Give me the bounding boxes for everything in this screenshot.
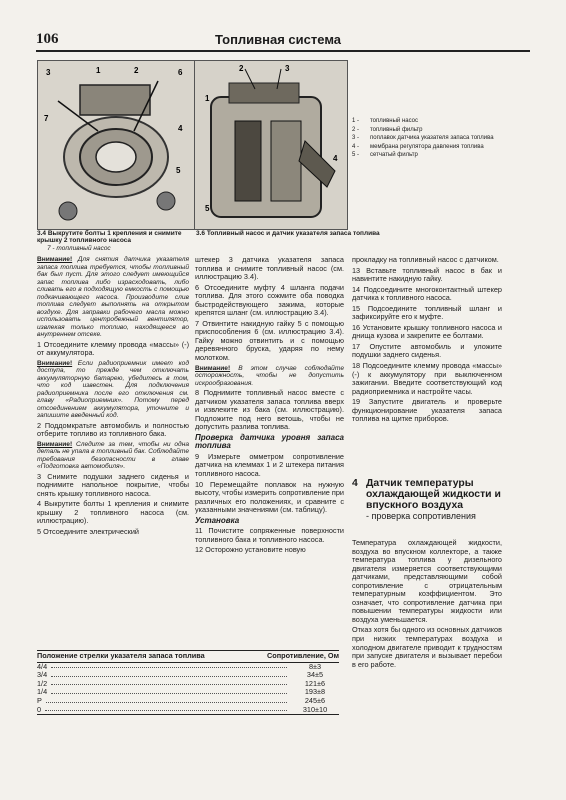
svg-text:5: 5	[176, 166, 181, 175]
paragraph: 5 Отсоедините электрический	[37, 526, 139, 536]
page-number: 106	[36, 31, 59, 47]
legend-item: 2 - топливный фильтр	[352, 126, 423, 133]
paragraph: 9 Измерьте омметром сопротивление датчика на клеммах 1 и 2 штекера питания топливного насоса.	[195, 451, 344, 478]
paragraph: 19 Запустите двигатель и проверьте функционирование указателя запаса топлива на щитке приборов.	[352, 397, 502, 424]
paragraph: 2 Поддомкратьте автомобиль и полностью отберите топливо из топливного бака.	[37, 420, 189, 439]
warning-note: Внимание! Если радиоприемник имеет код доступа, то прежде чем отключать аккумуляторную батарею, убедитесь в том, что код известен. Для подключения радиоприемника после его отключения см. главу «Радиоприемник». Потому перед отсоединением аккумулятора, уточните и запишите введенный код.	[37, 359, 189, 420]
paragraph: 8 Поднимите топливный насос вместе с датчиком указателя запаса топлива вверх и извлеките из бака (см. иллюстрацию). Подложите под него ветошь, чтобы не допустить разлива топлива.	[195, 388, 344, 432]
text-column-2	[195, 256, 344, 557]
svg-text:5: 5	[205, 204, 210, 213]
svg-text:4: 4	[178, 124, 183, 133]
warning-note: Внимание! Для снятия датчика указателя запаса топлива требуется, чтобы топливный бак был пуст. Для этого следует имеющийся запас топлива либо израсходовать, либо сливать его в подходящую емкость с помощью подкачивающего насоса. Производите слив топлива следует выполнять на открытом воздухе. Для заправки рабочего масла можно использовать центробежный вентилятор, извлекая только топливо, находящееся во внутреннем отсеке.	[37, 256, 189, 338]
paragraph: Отказ хотя бы одного из основных датчиков при низких температурах воздуха и холодном двигателе приводит к трудностям при запуске двигателя и вызывает перебои в его работе.	[352, 625, 502, 669]
table-row: Р 245±6	[37, 695, 326, 705]
legend-item: 3 - поплавок датчика указателя запаса топлива	[352, 135, 494, 142]
text-column-1	[37, 256, 189, 539]
section-subtitle: - проверка сопротивления	[366, 511, 476, 521]
figure-note: 7 - топливный насос	[47, 244, 111, 252]
paragraph: 17 Опустите автомобиль и уложите подушки заднего сиденья.	[352, 341, 502, 360]
paragraph: Температура охлаждающей жидкости, воздуха во впускном коллекторе, а также температура топлива у дизельного двигателя измеряется соответствующими датчиками, представляющими собой сопротивление с отрицательным температурным коэффициентом. Это означает, что сопротивление датчика при повышении температуры жидкости или воздуха уменьшается.	[352, 538, 502, 624]
pump-sender-drawing	[195, 61, 347, 229]
warning-note: Внимание! В этом случае соблюдайте осторожность, чтобы не допустить искрообразования.	[195, 364, 344, 387]
paragraph: 4 Выкрутите болты 1 крепления и снимите крышку 2 топливного насоса (см. иллюстрацию).	[37, 499, 189, 526]
paragraph: 15 Подсоедините топливный шланг и зафиксируйте его к муфте.	[352, 303, 502, 322]
paragraph: прокладку на топливный насос с датчиком.	[352, 255, 499, 264]
subheading-install: Установка	[195, 515, 240, 525]
figure-legend	[352, 118, 512, 161]
paragraph: 14 Подсоедините многоконтактный штекер датчика к топливного насоса.	[352, 284, 502, 303]
table-row: 3/4 34±5	[37, 670, 324, 680]
table-row: 0 310±10	[37, 704, 328, 714]
header-title: Топливная система	[215, 32, 341, 47]
svg-text:1: 1	[205, 94, 210, 103]
figure-pump-sender	[194, 60, 348, 230]
paragraph: 3 Снимите подушки заднего сиденья и поднимите напольное покрытие, чтобы снять крышку топливного насоса.	[37, 471, 189, 498]
paragraph: 6 Отсоедините муфту 4 шланга подачи топлива. Для этого сожмите оба поводка быстродействующего зажима, которые крепятся шланг (см. иллюстрацию 3.4).	[195, 282, 344, 318]
pump-cover-drawing	[38, 61, 194, 229]
svg-text:4: 4	[333, 154, 338, 163]
warning-note: Внимание! Следите за тем, чтобы ни одна деталь не упала в топливный бак. Соблюдайте требования безопасности в главе «Подготовка автомобиля».	[37, 440, 189, 471]
legend-item: 5 - сетчатый фильтр	[352, 152, 418, 159]
paragraph: 11 Почистите сопряженные поверхности топливного бака и топливного насоса.	[195, 526, 344, 544]
table-row: 1/4 193±8	[37, 687, 326, 697]
svg-text:3: 3	[46, 68, 51, 77]
svg-text:7: 7	[44, 114, 49, 123]
svg-text:6: 6	[178, 68, 183, 77]
table-row: 1/2 121±6	[37, 678, 326, 688]
legend-item: 1 - топливный насос	[352, 118, 419, 124]
table-header	[37, 651, 339, 663]
text-column-3b	[352, 539, 502, 671]
section-title: Датчик температуры охлаждающей жидкости и впускного воздуха	[366, 478, 501, 511]
paragraph: 12 Осторожно установите новую	[195, 545, 306, 555]
paragraph: 7 Отвинтите накидную гайку 5 с помощью приспособления 6 (см. иллюстрацию 3.4). Гайку можно отвинтить и с помощью деревянного бруска, ударяя по нему молотком.	[195, 318, 344, 363]
paragraph: штекер 3 датчика указателя запаса топлива и снимите топливный насос (см. иллюстрацию 3.4).	[195, 255, 344, 282]
figure-pump-cover	[37, 60, 195, 230]
paragraph: 1 Отсоедините клемму провода «массы» (-) от аккумулятора.	[37, 339, 189, 358]
table-header-position: Положение стрелки указателя запаса топлива	[37, 651, 205, 660]
paragraph: 18 Подсоедините клемму провода «массы» (-) к аккумулятору при выключенном зажигании. Введите соответствующий код радиоприемника и настройте часы.	[352, 361, 502, 396]
svg-text:2: 2	[134, 66, 139, 75]
figure-caption-2: 3.6 Топливный насос и датчик указателя запаса топлива	[196, 230, 380, 237]
subheading-check: Проверка датчика уровня запаса топлива	[195, 432, 344, 451]
paragraph: 13 Вставьте топливный насос в бак и навинтите накидную гайку.	[352, 265, 502, 284]
text-column-3	[352, 256, 502, 426]
paragraph: 10 Перемещайте поплавок на нужную высоту, чтобы измерить сопротивление при различных его положениях, и сравните с указанными значениями (см. таблицу).	[195, 479, 344, 515]
resistance-table	[37, 650, 339, 715]
figure-caption-1: 3.4 Выкрутите болты 1 крепления и снимите крышку 2 топливного насоса 7 - топливный насос	[37, 230, 195, 252]
svg-text:3: 3	[285, 64, 290, 73]
svg-text:1: 1	[96, 66, 101, 75]
header-rule	[36, 50, 530, 52]
paragraph: 16 Установите крышку топливного насоса и днища кузова и закрепите ее болтами.	[352, 322, 502, 341]
table-header-resistance: Сопротивление, Ом	[267, 651, 339, 660]
section-number: 4	[352, 478, 358, 489]
legend-item: 4 - мембрана регулятора давления топлива	[352, 143, 484, 150]
table-row: 4/4 8±3	[37, 661, 322, 671]
section-heading	[352, 478, 502, 521]
svg-text:2: 2	[239, 64, 244, 73]
